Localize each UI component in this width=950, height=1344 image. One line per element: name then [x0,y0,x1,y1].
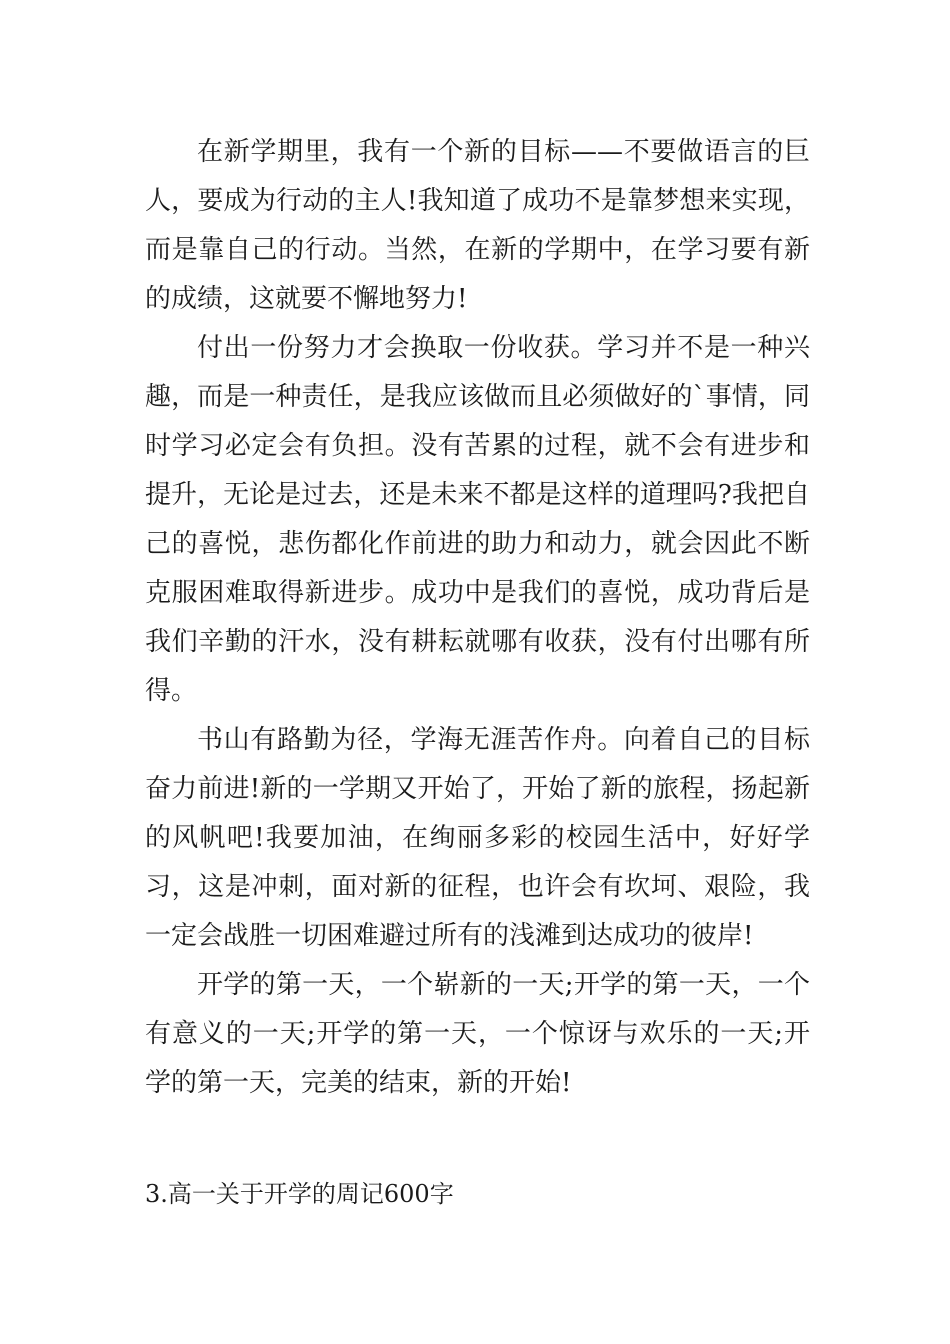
document-body [145,128,810,1108]
section-heading: 3.高一关于开学的周记600字 [145,1180,454,1208]
paragraph-4: 开学的第一天，一个崭新的一天;开学的第一天，一个有意义的一天;开学的第一天，一个惊讶与欢乐的一天;开学的第一天，完美的结束，新的开始! [145,970,810,1098]
paragraph-1: 在新学期里，我有一个新的目标——不要做语言的巨人，要成为行动的主人!我知道了成功不是靠梦想来实现，而是靠自己的行动。当然，在新的学期中，在学习要有新的成绩，这就要不懈地努力! [145,137,810,314]
paragraph-3: 书山有路勤为径，学海无涯苦作舟。向着自己的目标奋力前进!新的一学期又开始了，开始了新的旅程，扬起新的风帆吧!我要加油，在绚丽多彩的校园生活中，好好学习，这是冲刺，面对新的征程，也许会有坎坷、艰险，我一定会战胜一切困难避过所有的浅滩到达成功的彼岸! [145,725,810,951]
paragraph-2: 付出一份努力才会换取一份收获。学习并不是一种兴趣，而是一种责任，是我应该做而且必须做好的`事情，同时学习必定会有负担。没有苦累的过程，就不会有进步和提升，无论是过去，还是未来不都是这样的道理吗?我把自己的喜悦，悲伤都化作前进的助力和动力，就会因此不断克服困难取得新进步。成功中是我们的喜悦，成功背后是我们辛勤的汗水，没有耕耘就哪有收获，没有付出哪有所得。 [145,333,810,706]
